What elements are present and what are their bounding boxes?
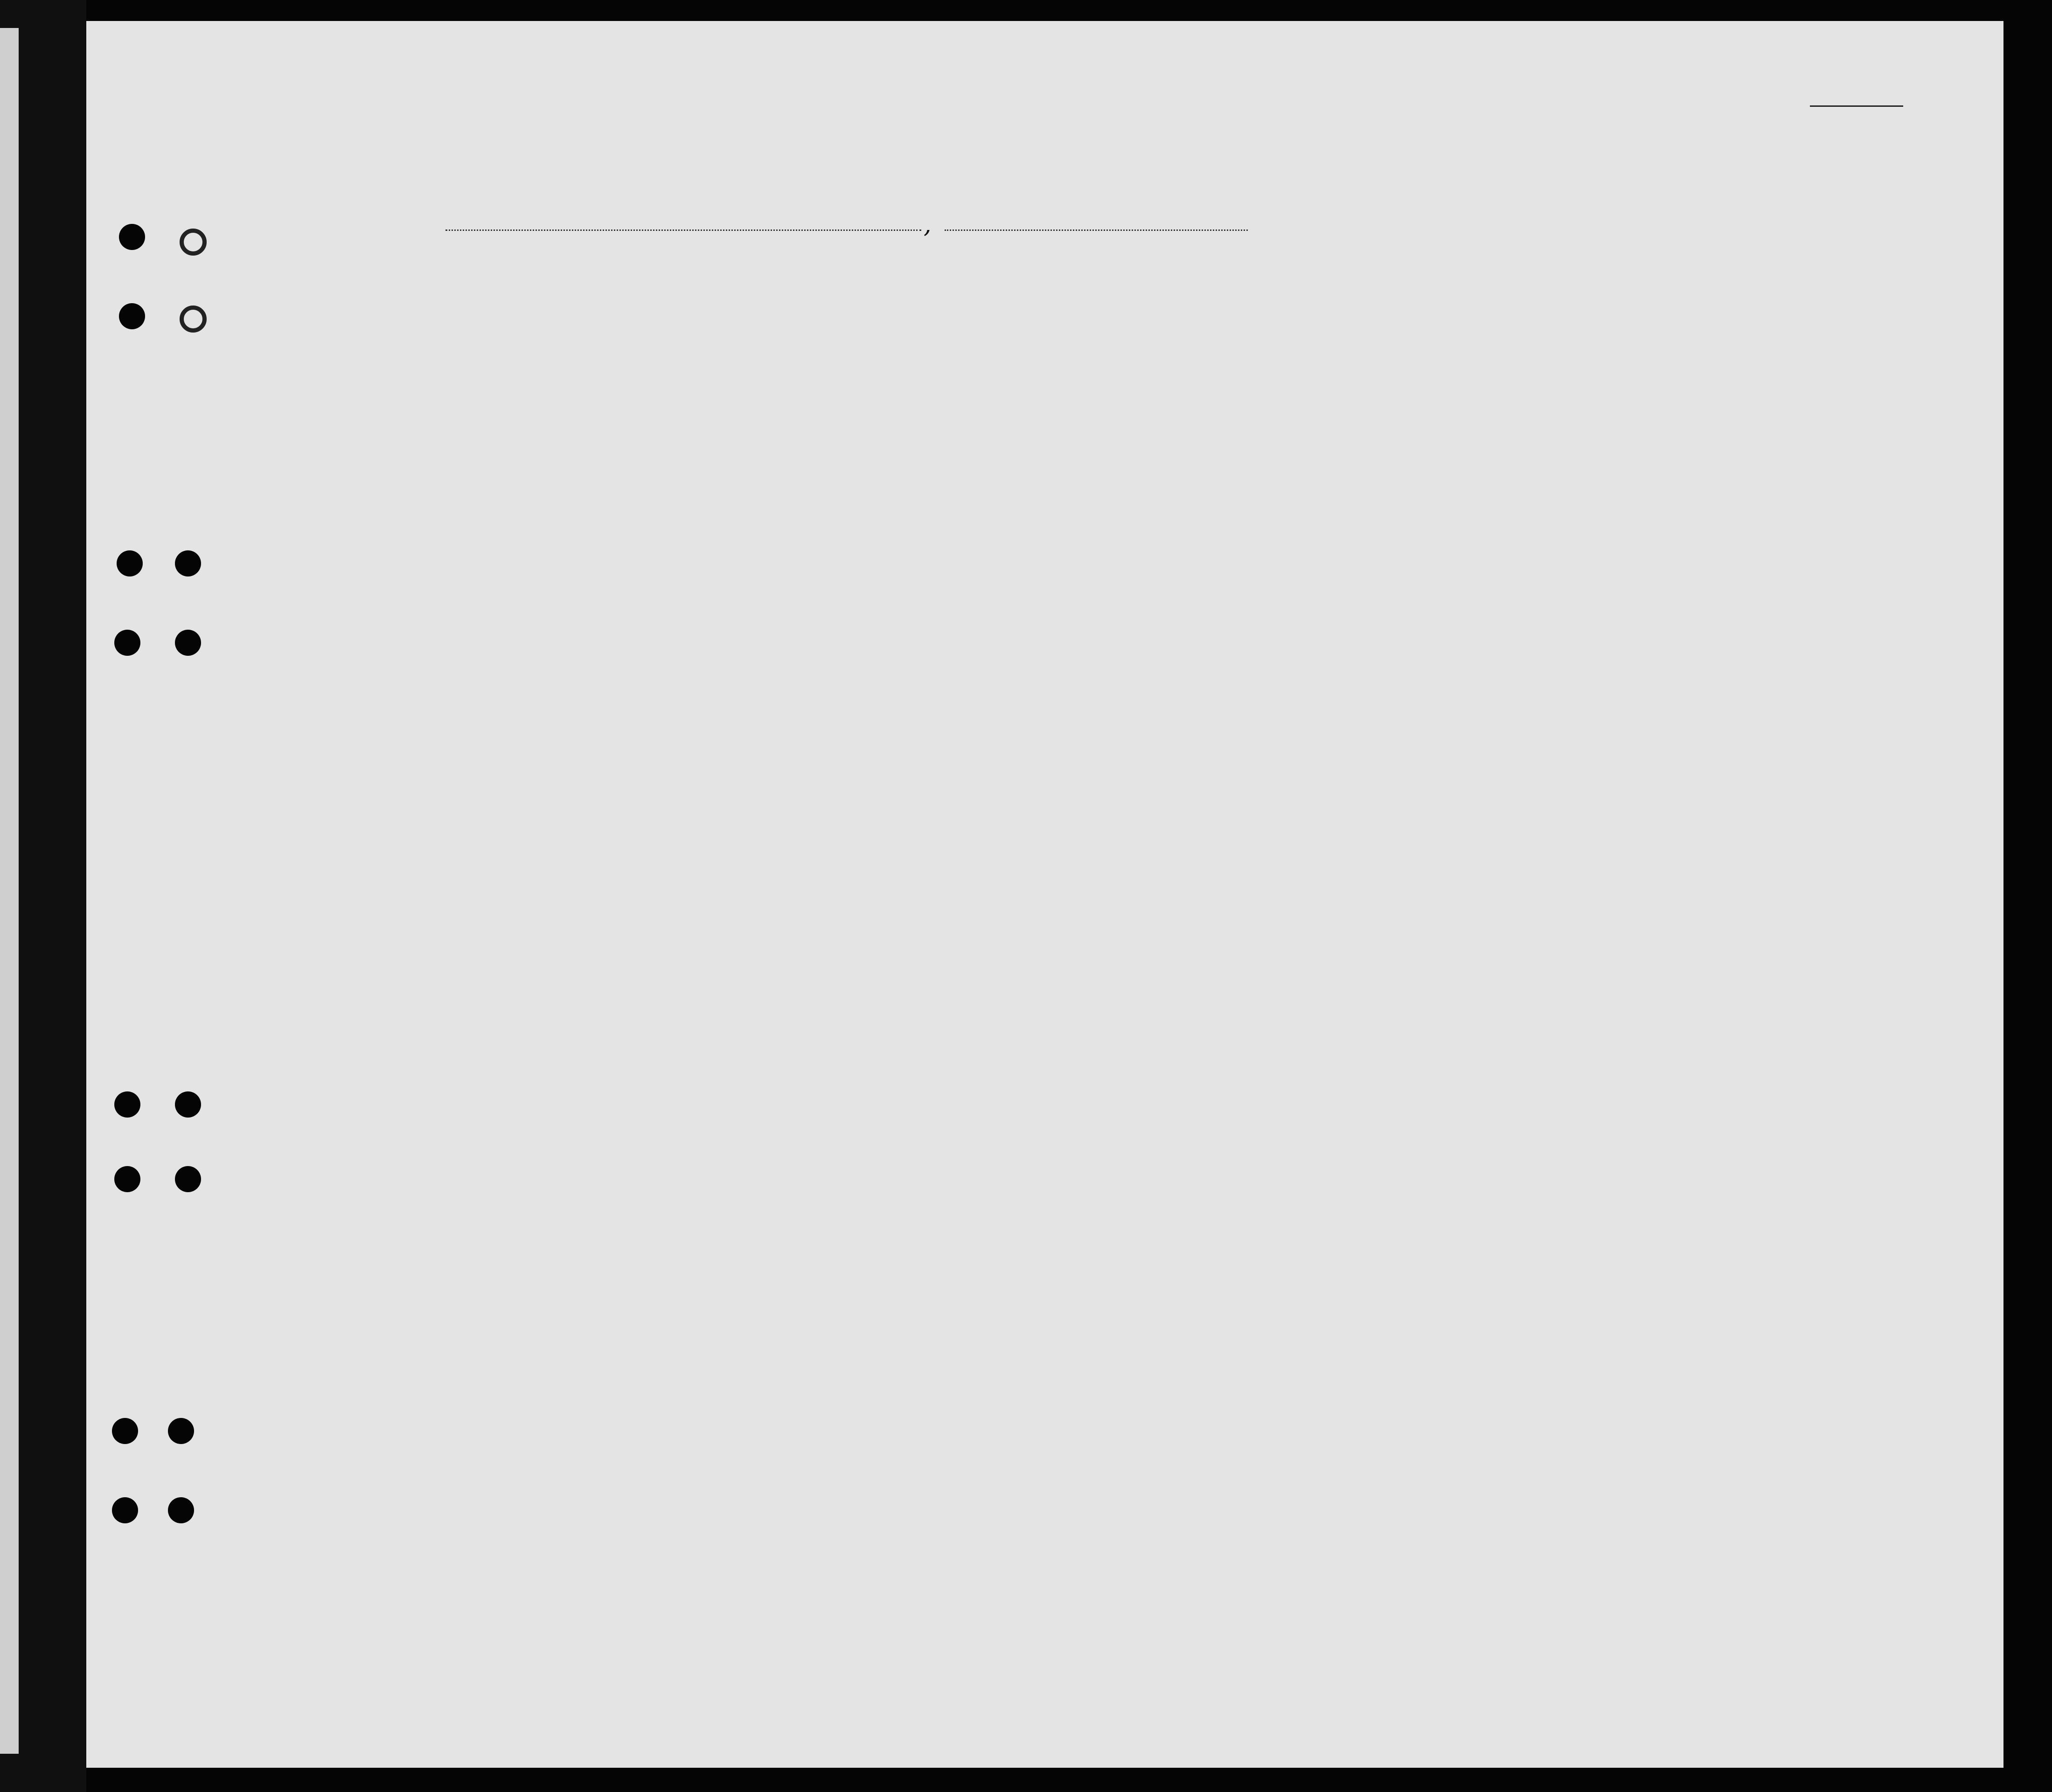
comma: , (924, 211, 932, 239)
